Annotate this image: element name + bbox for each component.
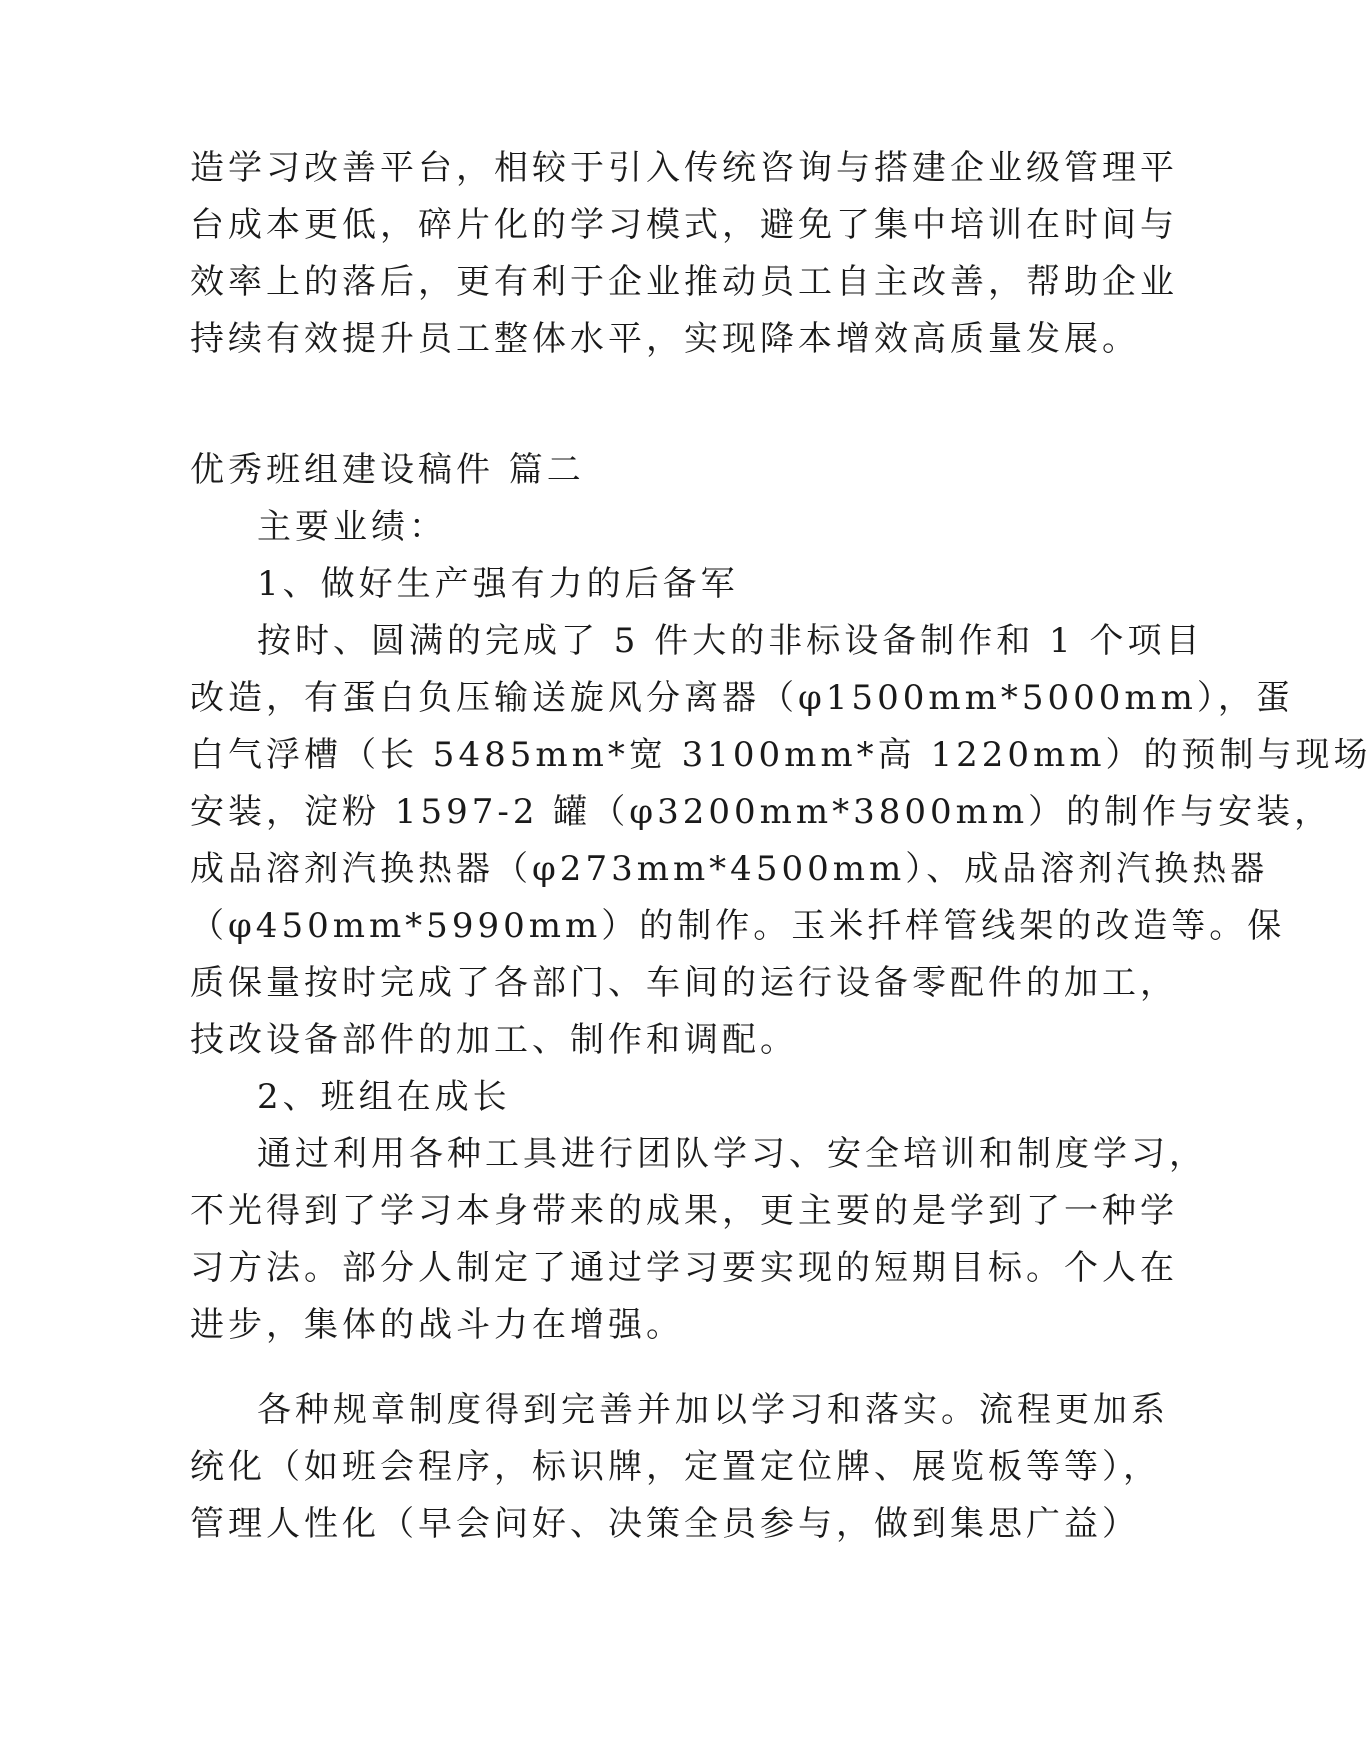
item2-para2-line-3: 管理人性化（早会问好、决策全员参与，做到集思广益）	[190, 1504, 1140, 1544]
item2-line-4: 进步，集体的战斗力在增强。	[190, 1305, 684, 1345]
item1-line-7: 质保量按时完成了各部门、车间的运行设备零配件的加工，	[190, 963, 1178, 1003]
item2-heading: 2、班组在成长	[257, 1077, 511, 1117]
item1-line-5: 成品溶剂汽换热器（φ273mm*4500mm）、成品溶剂汽换热器	[190, 849, 1269, 889]
item1-line-1: 按时、圆满的完成了 5 件大的非标设备制作和 1 个项目	[257, 621, 1204, 661]
item1-line-4: 安装，淀粉 1597-2 罐（φ3200mm*3800mm）的制作与安装，	[190, 792, 1333, 832]
intro-line-1: 造学习改善平台，相较于引入传统咨询与搭建企业级管理平	[190, 148, 1178, 188]
item1-heading: 1、做好生产强有力的后备军	[257, 564, 739, 604]
intro-line-4: 持续有效提升员工整体水平，实现降本增效高质量发展。	[190, 319, 1140, 359]
intro-line-3: 效率上的落后，更有利于企业推动员工自主改善，帮助企业	[190, 262, 1178, 302]
item1-line-8: 技改设备部件的加工、制作和调配。	[190, 1020, 798, 1060]
achievements-heading: 主要业绩：	[257, 507, 447, 547]
intro-line-2: 台成本更低，碎片化的学习模式，避免了集中培训在时间与	[190, 205, 1178, 245]
item2-line-2: 不光得到了学习本身带来的成果，更主要的是学到了一种学	[190, 1191, 1178, 1231]
item1-line-6: （φ450mm*5990mm）的制作。玉米扦样管线架的改造等。保	[190, 906, 1286, 946]
item1-line-2: 改造，有蛋白负压输送旋风分离器（φ1500mm*5000mm），蛋	[190, 678, 1294, 718]
item1-line-3: 白气浮槽（长 5485mm*宽 3100mm*高 1220mm）的预制与现场	[190, 735, 1371, 775]
item2-para2-line-2: 统化（如班会程序，标识牌，定置定位牌、展览板等等），	[190, 1447, 1161, 1487]
section-title: 优秀班组建设稿件 篇二	[190, 450, 585, 490]
item2-para2-line-1: 各种规章制度得到完善并加以学习和落实。流程更加系	[257, 1390, 1169, 1430]
item2-line-3: 习方法。部分人制定了通过学习要实现的短期目标。个人在	[190, 1248, 1178, 1288]
item2-line-1: 通过利用各种工具进行团队学习、安全培训和制度学习，	[257, 1134, 1207, 1174]
